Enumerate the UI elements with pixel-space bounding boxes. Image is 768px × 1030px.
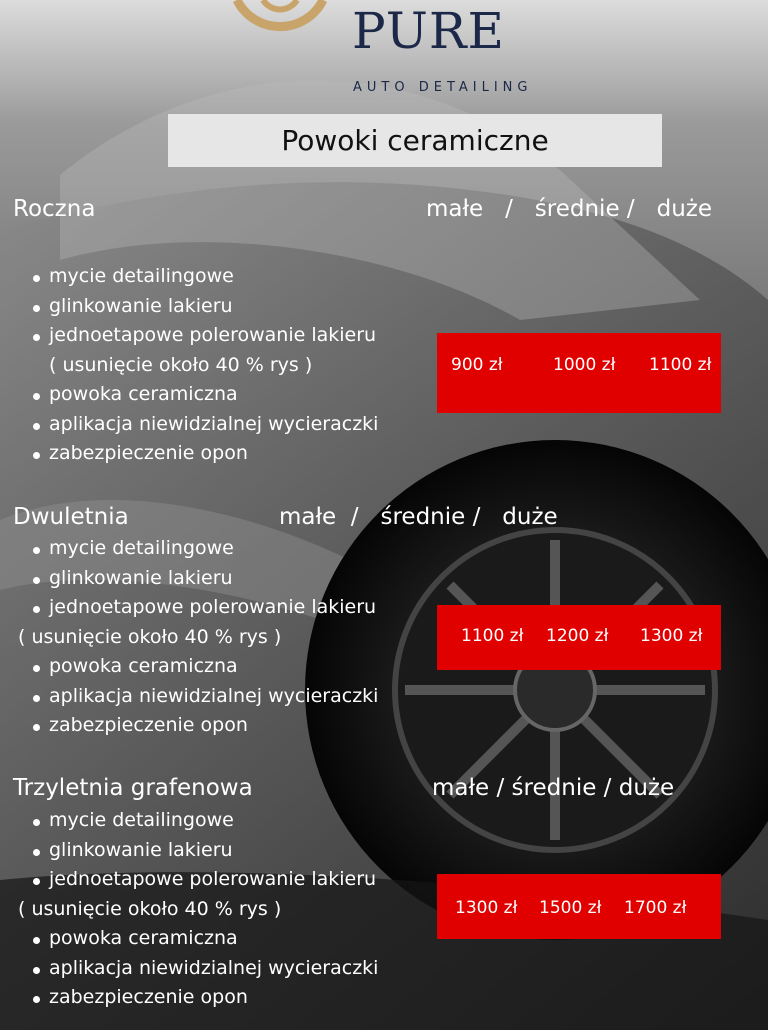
- size-labels-roczna: małe / średnie / duże: [426, 196, 712, 222]
- list-item: ( usunięcie około 40 % rys ): [18, 625, 282, 648]
- list-item: jednoetapowe polerowanie lakieru: [13, 593, 378, 623]
- section-title-dwuletnia: Dwuletnia: [13, 504, 129, 530]
- feature-list-roczna: [13, 262, 378, 469]
- list-item: glinkowanie lakieru: [13, 836, 378, 866]
- list-item: mycie detailingowe: [13, 262, 378, 292]
- brand-subtitle: AUTO DETAILING: [353, 80, 533, 95]
- list-item: mycie detailingowe: [13, 806, 378, 836]
- list-item: aplikacja niewidzialnej wycieraczki: [13, 682, 378, 712]
- price-box-trzyletnia: [437, 874, 721, 939]
- list-item: zabezpieczenie opon: [13, 439, 378, 469]
- list-item: aplikacja niewidzialnej wycieraczki: [13, 410, 378, 440]
- price-large: 1700 zł: [624, 898, 687, 918]
- size-labels-dwuletnia: małe / średnie / duże: [279, 504, 558, 530]
- list-item: powoka ceramiczna: [13, 924, 378, 954]
- size-labels-trzyletnia: małe / średnie / duże: [432, 775, 675, 801]
- section-title-trzyletnia: Trzyletnia grafenowa: [13, 775, 253, 801]
- list-item: glinkowanie lakieru: [13, 564, 378, 594]
- list-item: ( usunięcie około 40 % rys ): [18, 897, 282, 920]
- list-item: glinkowanie lakieru: [13, 292, 378, 322]
- logo-emblem-icon: [225, 0, 335, 60]
- brand-name: PURE: [352, 2, 506, 60]
- price-medium: 1500 zł: [539, 898, 602, 918]
- list-item: mycie detailingowe: [13, 534, 378, 564]
- price-large: 1100 zł: [649, 355, 712, 375]
- price-box-dwuletnia: [437, 605, 721, 670]
- price-small: 900 zł: [451, 355, 503, 375]
- price-small: 1300 zł: [455, 898, 518, 918]
- list-item: zabezpieczenie opon: [13, 711, 378, 741]
- list-item: powoka ceramiczna: [13, 380, 378, 410]
- price-box-roczna: [437, 333, 721, 413]
- feature-list-dwuletnia: [13, 534, 378, 741]
- list-item: jednoetapowe polerowanie lakieru: [13, 321, 378, 351]
- brand-logo: [0, 0, 768, 110]
- page-title: Powoki ceramiczne: [168, 114, 662, 167]
- price-medium: 1200 zł: [546, 626, 609, 646]
- list-item: powoka ceramiczna: [13, 652, 378, 682]
- feature-list-trzyletnia: [13, 806, 378, 1013]
- price-small: 1100 zł: [461, 626, 524, 646]
- list-item: aplikacja niewidzialnej wycieraczki: [13, 954, 378, 984]
- list-item: jednoetapowe polerowanie lakieru: [13, 865, 378, 895]
- list-item: ( usunięcie około 40 % rys ): [49, 353, 313, 376]
- price-medium: 1000 zł: [553, 355, 616, 375]
- list-item: zabezpieczenie opon: [13, 983, 378, 1013]
- section-title-roczna: Roczna: [13, 196, 96, 222]
- price-large: 1300 zł: [640, 626, 703, 646]
